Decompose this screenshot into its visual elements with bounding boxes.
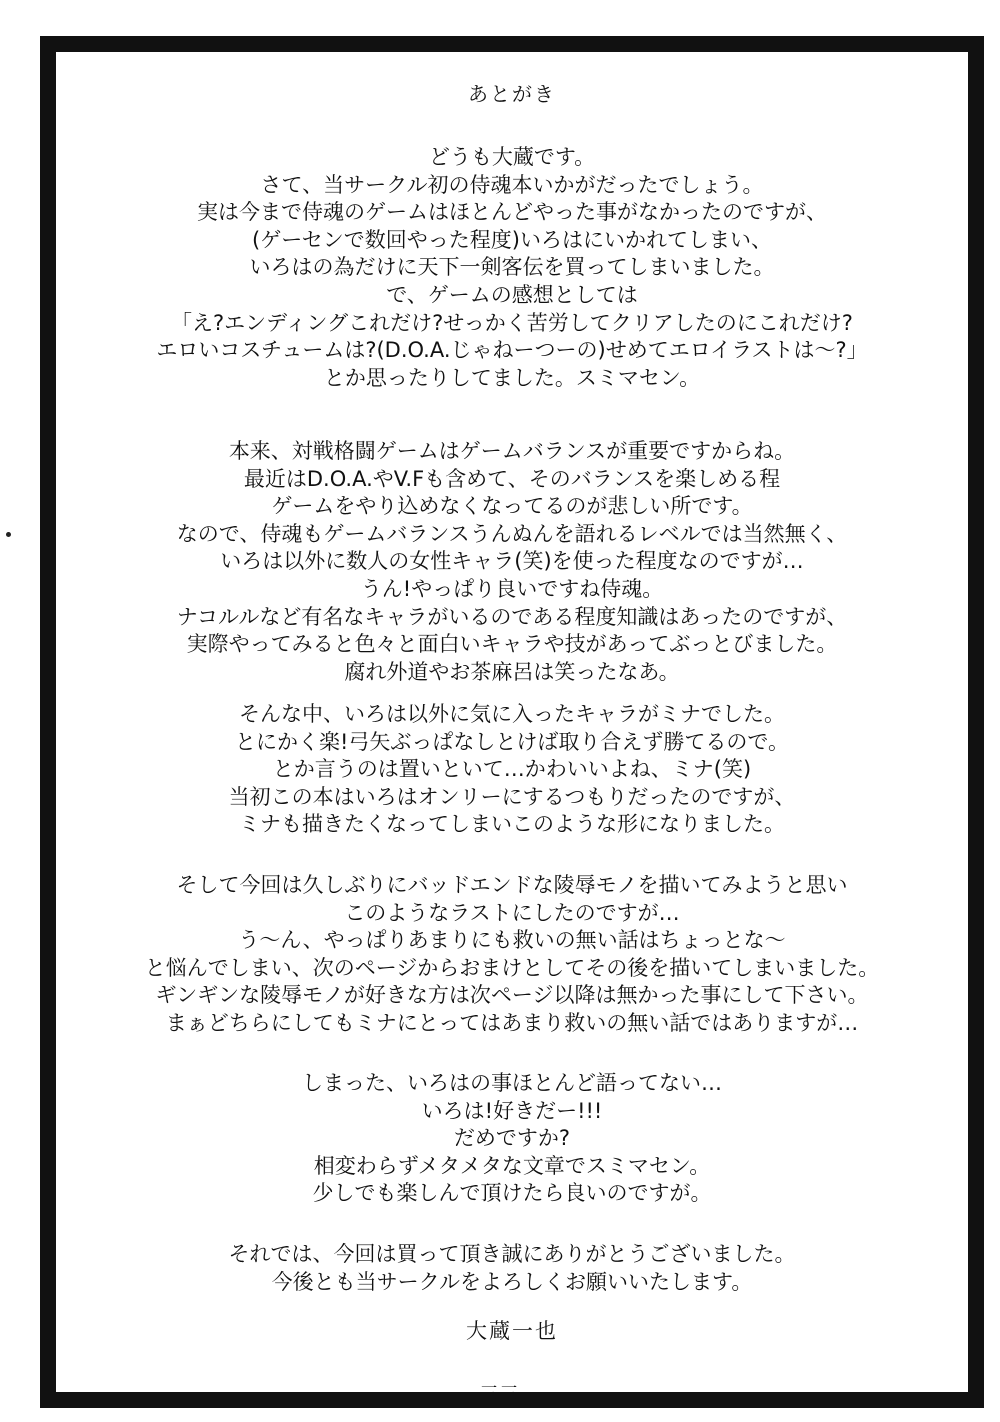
paragraph-mina [56,701,968,839]
text-line: 実は今まで侍魂のゲームはほとんどやった事がなかったのですが、 [197,200,827,225]
text-line: いろは!好きだー!!! [421,1098,603,1123]
paragraph-thanks [56,1241,968,1296]
text-line: ミナも描きたくなってしまいこのような形になりました。 [239,812,785,837]
text-line: とか思ったりしてました。スミマセン。 [323,365,701,390]
page-number: 三三 [480,1384,520,1405]
text-line: まぁどちらにしてもミナにとってはあまり救いの無い話ではありますが… [165,1010,859,1035]
text-line: そんな中、いろは以外に気に入ったキャラがミナでした。 [239,702,785,726]
text-line: このようなラストにしたのですが… [344,900,680,925]
text-line: いろはの為だけに天下一剣客伝を買ってしまいました。 [249,255,775,280]
text-line: ゲームをやり込めなくなってるのが悲しい所です。 [271,494,753,519]
text-line: さて、当サークル初の侍魂本いかがだったでしょう。 [260,172,764,197]
paragraph-iroha [56,1070,968,1208]
paragraph-fighting-games [56,438,968,686]
paragraph-intro [56,144,968,392]
text-line: しまった、いろはの事ほとんど語ってない… [302,1071,722,1095]
text-line: ギンギンな陵辱モノが好きな方は次ページ以降は無かった事にして下さい。 [155,983,869,1008]
page-title: あとがき [468,82,556,106]
text-line: うん!やっぱり良いですね侍魂。 [360,576,664,601]
text-line: そして今回は久しぶりにバッドエンドな陵辱モノを描いてみようと思い [176,873,848,897]
text-line: で、ゲームの感想としては [386,282,638,307]
text-line: エロいコスチュームは?(D.O.A.じゃねーつーの)せめてエロイラストは〜?」 [156,338,868,363]
text-line: 当初この本はいろはオンリーにするつもりだったのですが、 [228,784,796,809]
text-line: いろは以外に数人の女性キャラ(笑)を使った程度なのですが… [220,549,804,574]
text-line: 本来、対戦格闘ゲームはゲームバランスが重要ですからね。 [228,439,796,463]
paragraph-bad-end [56,872,968,1038]
text-line: どうも大蔵です。 [428,145,596,169]
text-line: 「え?エンディングこれだけ?せっかく苦労してクリアしたのにこれだけ? [171,310,853,335]
text-line: 少しでも楽しんで頂けたら良いのですが。 [312,1181,712,1206]
text-line: 今後とも当サークルをよろしくお願いいたします。 [271,1269,753,1294]
text-line: それでは、今回は買って頂き誠にありがとうございました。 [228,1242,796,1266]
text-line: だめですか? [453,1126,571,1151]
text-line: とにかく楽!弓矢ぶっぱなしとけば取り合えず勝てるので。 [235,729,789,754]
text-line: と悩んでしまい、次のページからおまけとしてその後を描いてしまいました。 [144,955,880,980]
text-line: う〜ん、やっぱりあまりにも救いの無い話はちょっとな〜 [238,928,786,953]
text-line: 実際やってみると色々と面白いキャラや技があってぶっとびました。 [186,632,838,657]
text-line: なので、侍魂もゲームバランスうんぬんを語れるレベルでは当然無く、 [176,521,848,546]
text-line: 腐れ外道やお茶麻呂は笑ったなあ。 [344,659,680,684]
text-line: とか言うのは置いといて…かわいいよね、ミナ(笑) [272,757,752,782]
text-line: (ゲーセンで数回やった程度)いろはにいかれてしまい、 [252,227,772,252]
text-line: 相変わらずメタメタな文章でスミマセン。 [313,1153,711,1178]
author-signature: 大蔵一也 [466,1319,558,1343]
text-line: 最近はD.O.A.やV.Fも含めて、そのバランスを楽しめる程 [243,466,781,491]
text-line: ナコルルなど有名なキャラがいるのである程度知識はあったのですが、 [176,604,848,629]
edge-mark [6,532,11,537]
afterword-content [56,52,968,1392]
